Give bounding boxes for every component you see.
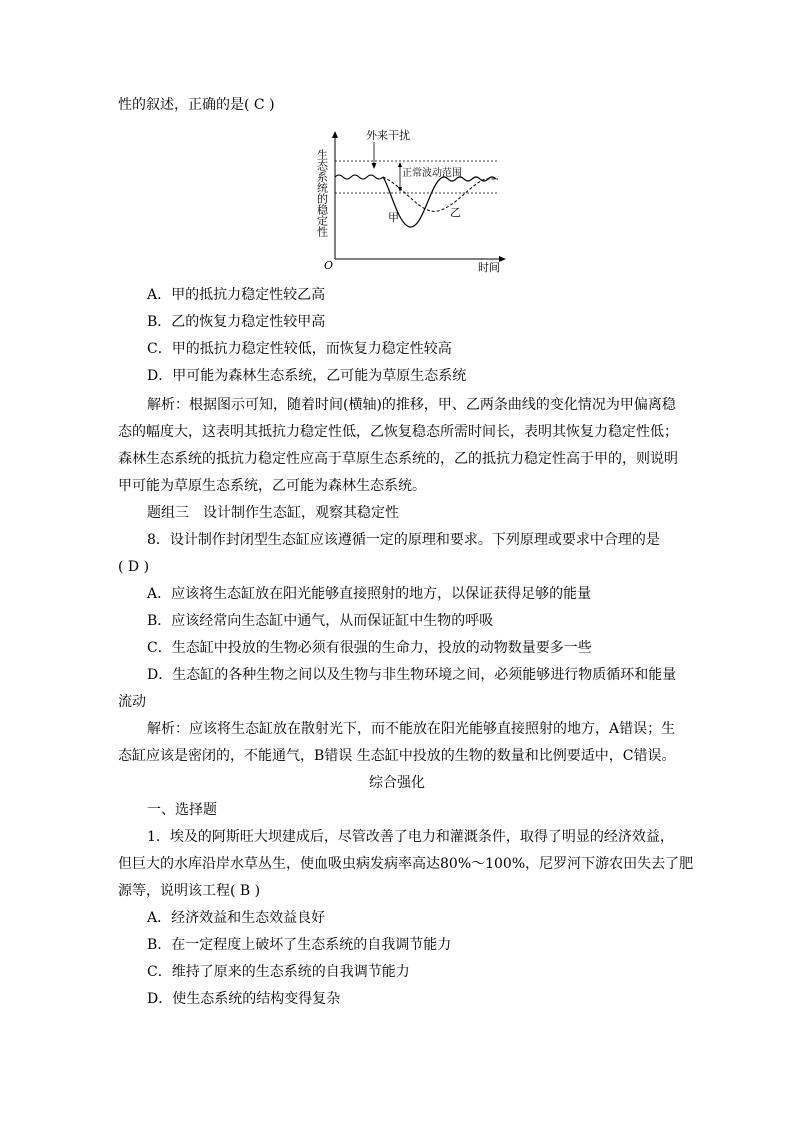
- q8-stem-line-1: 8．设计制作封闭型生态缸应该遵循一定的原理和要求。下列原理或要求中合理的是: [147, 532, 660, 548]
- curve-yi-label: 乙: [450, 206, 461, 219]
- q8-option-d-line-2: 流动: [118, 694, 146, 710]
- q8-analysis-line-1: 解析：应该将生态缸放在散射光下，而不能放在阳光能够直接照射的地方，A错误；生: [147, 721, 676, 737]
- stability-chart: [310, 127, 510, 277]
- part-title: 一、选择题: [147, 802, 217, 818]
- q7-analysis-line-3: 森林生态系统的抵抗力稳定性应高于草原生态系统的，乙的抵抗力稳定性高于甲的，则说明: [118, 451, 678, 467]
- x-axis-arrow: [499, 256, 506, 262]
- curve-jia-label: 甲: [388, 211, 399, 224]
- x-axis-label: 时间: [478, 261, 500, 274]
- q8-analysis-line-2: 态缸应该是密闭的，不能通气，B错误 生态缸中投放的生物的数量和比例要适中，C错误。: [118, 748, 676, 764]
- q7-option-b: B．乙的恢复力稳定性较甲高: [147, 314, 326, 330]
- q1-option-a: A．经济效益和生态效益良好: [147, 910, 326, 926]
- disturbance-arrowhead: [372, 163, 377, 169]
- q8-option-a: A．应该将生态缸放在阳光能够直接照射的地方，以保证获得足够的能量: [147, 586, 592, 602]
- q1-stem-line-2: 但巨大的水库沿岸水草丛生，使血吸虫病发病率高达80%～100%，尼罗河下游农田失去了肥: [118, 856, 694, 872]
- q1-stem-line-1: 1．埃及的阿斯旺大坝建成后，尽管改善了电力和灌溉条件，取得了明显的经济效益，: [147, 829, 674, 845]
- y-axis-arrow: [332, 131, 338, 138]
- q1-option-c: C．维持了原来的生态系统的自我调节能力: [147, 964, 410, 980]
- q7-option-d: D．甲可能为森林生态系统，乙可能为草原生态系统: [147, 368, 467, 384]
- q8-option-c: C．生态缸中投放的生物必须有很强的生命力，投放的动物数量要多一些: [147, 640, 592, 656]
- q7-analysis-line-2: 态的幅度大，这表明其抵抗力稳定性低，乙恢复稳态所需时间长，表明其恢复力稳定性低；: [118, 424, 678, 440]
- q1-stem-line-3: 源等，说明该工程( B ): [118, 883, 261, 899]
- q8-option-b: B．应该经常向生态缸中通气，从而保证缸中生物的呼吸: [147, 613, 494, 629]
- q1-option-b: B．在一定程度上破坏了生态系统的自我调节能力: [147, 937, 452, 953]
- baseline-wave: [335, 175, 383, 179]
- q7-stem-tail: 性的叙述，正确的是( C ): [118, 97, 275, 113]
- range-label: 正常波动范围: [402, 168, 462, 179]
- q8-stem-line-2: ( D ): [118, 559, 150, 575]
- disturbance-label: 外来干扰: [366, 129, 410, 142]
- q7-option-a: A．甲的抵抗力稳定性较乙高: [147, 287, 326, 303]
- q1-option-d: D．使生态系统的结构变得复杂: [147, 991, 341, 1007]
- q8-option-d-line-1: D．生态缸的各种生物之间以及生物与非生物环境之间，必须能够进行物质循环和能量: [147, 667, 677, 683]
- range-arrow-top: [398, 162, 402, 167]
- y-axis-label: 生态系统的稳定性: [315, 149, 329, 237]
- group3-title: 题组三 设计制作生态缸，观察其稳定性: [147, 505, 399, 521]
- origin-label: O: [324, 259, 334, 272]
- stability-figure: [310, 127, 510, 277]
- section-title: 综合强化: [369, 775, 425, 791]
- q7-analysis-line-4: 甲可能为草原生态系统，乙可能为森林生态系统。: [118, 478, 426, 494]
- q7-analysis-line-1: 解析：根据图示可知，随着时间(横轴)的推移，甲、乙两条曲线的变化情况为甲偏离稳: [147, 397, 676, 413]
- q7-option-c: C．甲的抵抗力稳定性较低，而恢复力稳定性较高: [147, 341, 452, 357]
